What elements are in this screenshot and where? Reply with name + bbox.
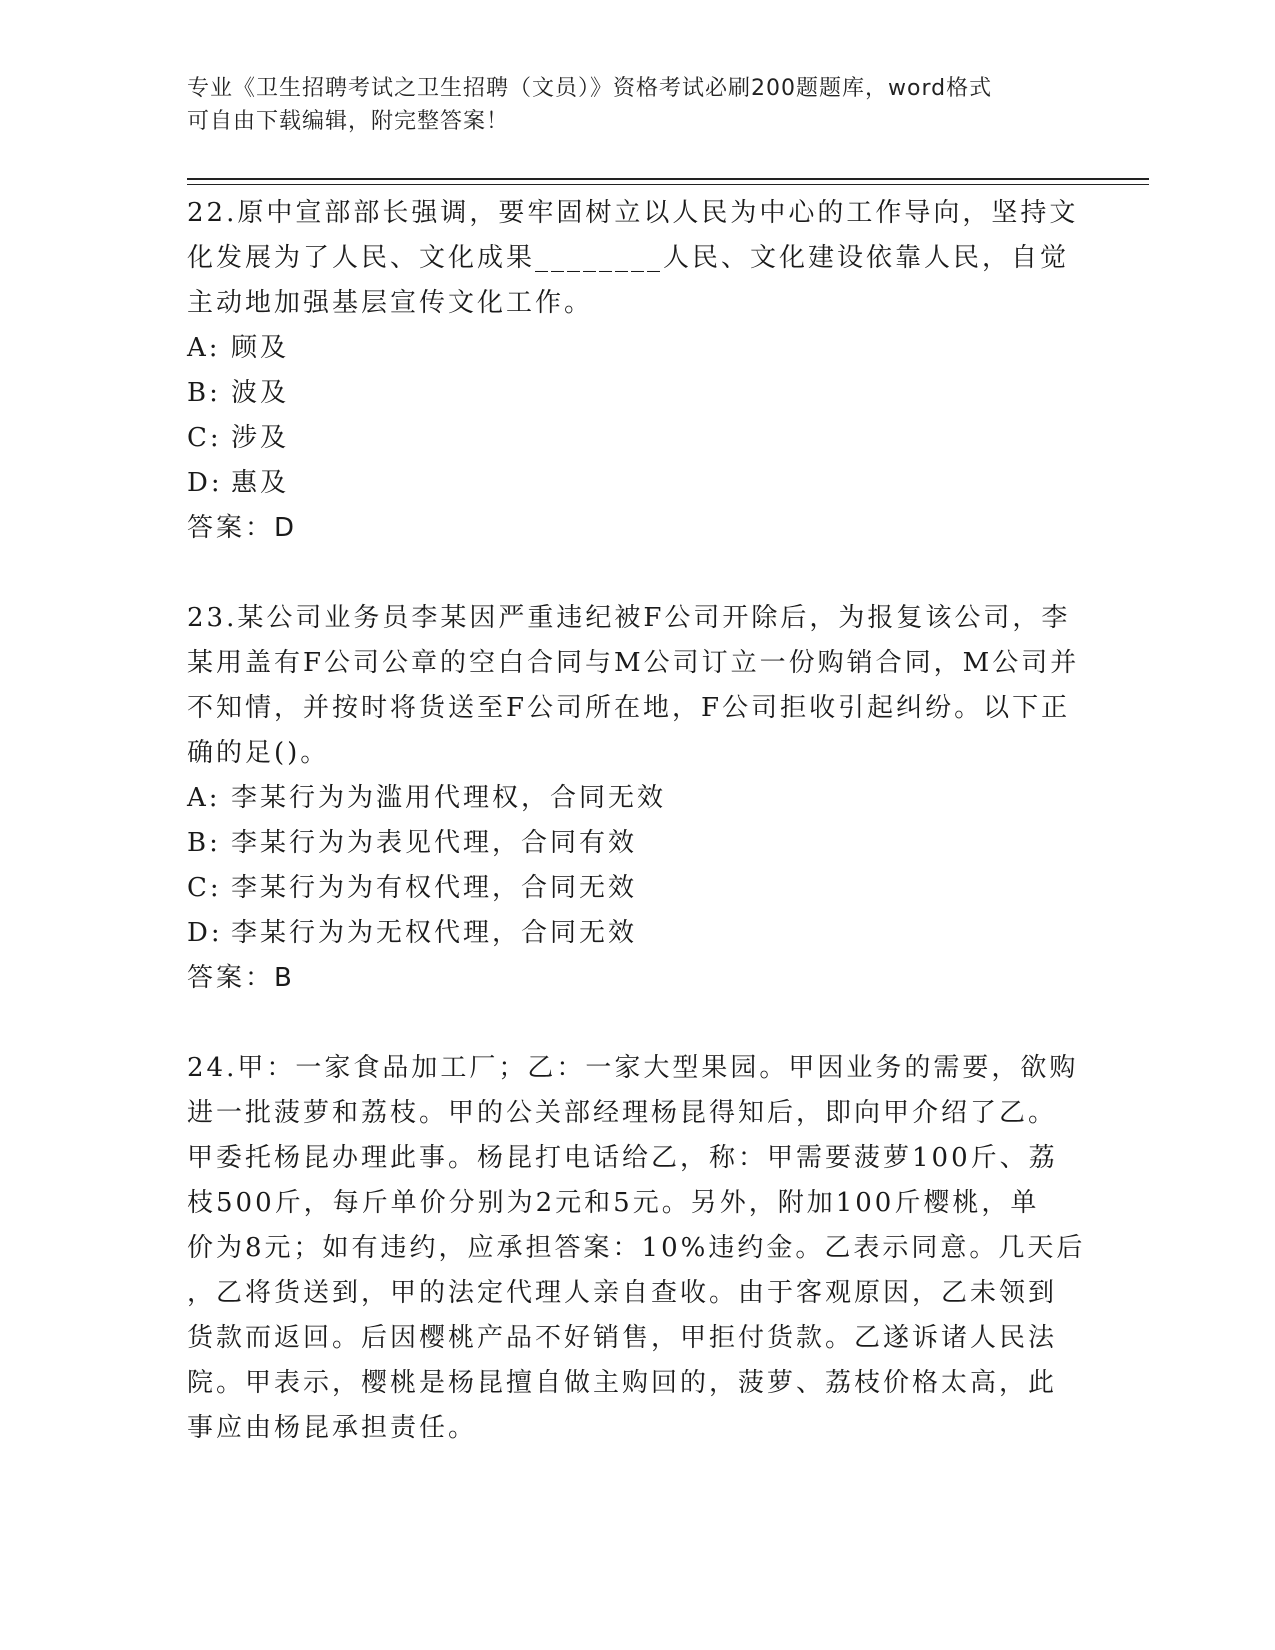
option-b (187, 371, 1087, 416)
option-letter: A: (187, 783, 221, 813)
option-text: 李某行为为无权代理，合同无效 (231, 918, 638, 948)
option-letter: D: (187, 468, 223, 498)
question-text: 枝500斤，每斤单价分别为2元和5元。另外，附加100斤樱桃，单 (187, 1188, 1040, 1218)
option-text: 李某行为为表见代理，合同有效 (231, 828, 638, 858)
question-list (187, 191, 1087, 1451)
option-text: 顾及 (231, 333, 290, 363)
question-text: 不知情，并按时将货送至F公司所在地，F公司拒收引起纠纷。以下正 (187, 693, 1071, 723)
question-text: 23.某公司业务员李某因严重违纪被F公司开除后，为报复该公司，李 (187, 603, 1071, 633)
option-text: 涉及 (231, 423, 290, 453)
header-line-1: 专业《卫生招聘考试之卫生招聘（文员）》资格考试必刷200题题库，word格式 (187, 76, 993, 101)
option-b (187, 821, 1087, 866)
question-text: ，乙将货送到，甲的法定代理人亲自查收。由于客观原因，乙未领到 (187, 1278, 1058, 1308)
question-text: 24.甲：一家食品加工厂；乙：一家大型果园。甲因业务的需要，欲购 (187, 1053, 1079, 1083)
question-22 (187, 191, 1087, 551)
answer-line: 答案：D (187, 513, 298, 543)
question-text: 22.原中宣部部长强调，要牢固树立以人民为中心的工作导向，坚持文 (187, 198, 1079, 228)
question-23 (187, 596, 1087, 1001)
option-a (187, 326, 1087, 371)
question-text: 院。甲表示，樱桃是杨昆擅自做主购回的，菠萝、荔枝价格太高，此 (187, 1368, 1058, 1398)
question-text: 化发展为了人民、文化成果________人民、文化建设依靠人民，自觉 (187, 243, 1070, 273)
option-letter: C: (187, 873, 222, 903)
question-text: 事应由杨昆承担责任。 (187, 1413, 478, 1443)
question-text: 甲委托杨昆办理此事。杨昆打电话给乙，称：甲需要菠萝100斤、荔 (187, 1143, 1058, 1173)
option-text: 惠及 (231, 468, 290, 498)
question-text: 某用盖有F公司公章的空白合同与M公司订立一份购销合同，M公司并 (187, 648, 1080, 678)
option-a (187, 776, 1087, 821)
option-c (187, 866, 1087, 911)
spacer (187, 1001, 1087, 1046)
option-letter: A: (187, 333, 221, 363)
header-divider (187, 178, 1149, 180)
option-letter: C: (187, 423, 222, 453)
document-header (187, 72, 1067, 138)
spacer (187, 551, 1087, 596)
question-text: 价为8元；如有违约，应承担答案：10%违约金。乙表示同意。几天后 (187, 1233, 1086, 1263)
option-d (187, 911, 1087, 956)
option-d (187, 461, 1087, 506)
header-line-2: 可自由下载编辑，附完整答案！ (187, 109, 510, 134)
option-letter: D: (187, 918, 223, 948)
option-text: 李某行为为滥用代理权，合同无效 (231, 783, 667, 813)
question-text: 主动地加强基层宣传文化工作。 (187, 288, 594, 318)
answer-line: 答案：B (187, 963, 295, 993)
option-c (187, 416, 1087, 461)
question-24 (187, 1046, 1087, 1451)
question-text: 进一批菠萝和荔枝。甲的公关部经理杨昆得知后，即向甲介绍了乙。 (187, 1098, 1058, 1128)
question-text: 确的足()。 (187, 738, 330, 768)
question-text: 货款而返回。后因樱桃产品不好销售，甲拒付货款。乙遂诉诸人民法 (187, 1323, 1058, 1353)
option-letter: B: (187, 828, 221, 858)
option-text: 李某行为为有权代理，合同无效 (231, 873, 638, 903)
option-letter: B: (187, 378, 221, 408)
header-divider-thin (187, 184, 1149, 185)
option-text: 波及 (231, 378, 290, 408)
